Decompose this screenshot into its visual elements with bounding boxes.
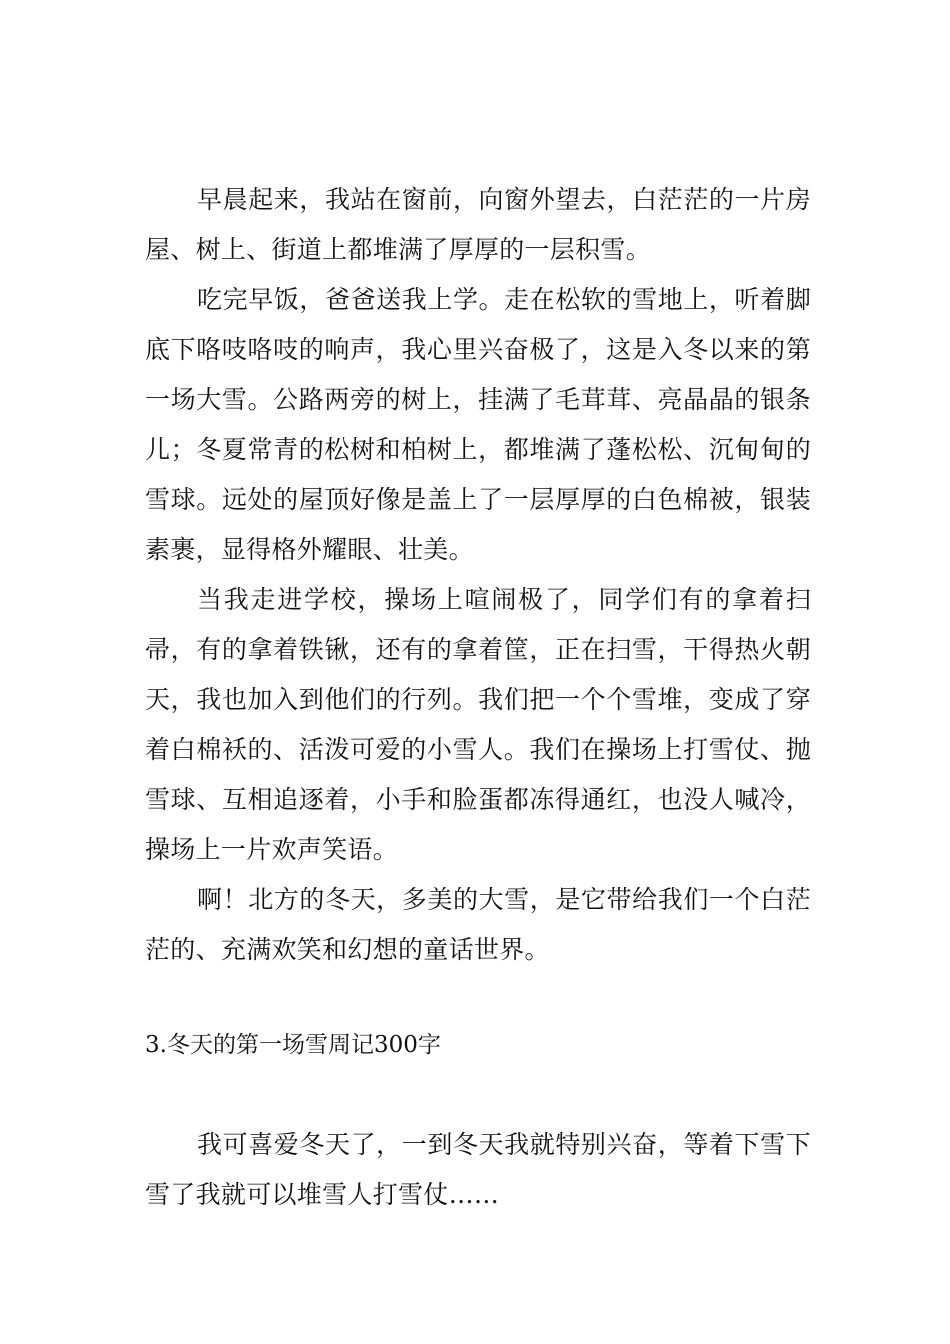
section-heading: 3.冬天的第一场雪周记300字 — [145, 1032, 441, 1058]
paragraph: 当我走进学校，操场上喧闹极了，同学们有的拿着扫帚，有的拿着铁锹，还有的拿着筐，正在扫雪，干得热火朝天，我也加入到他们的行列。我们把一个个雪堆，变成了穿着白棉袄的、活泼可爱的小雪人。我们在操场上打雪仗、抛雪球、互相追逐着，小手和脸蛋都冻得通红，也没人喊冷，操场上一片欢声笑语。 — [145, 585, 811, 864]
paragraph: 啊！北方的冬天，多美的大雪，是它带给我们一个白茫茫的、充满欢笑和幻想的童话世界。 — [145, 885, 811, 964]
paragraph: 吃完早饭，爸爸送我上学。走在松软的雪地上，听着脚底下咯吱咯吱的响声，我心里兴奋极了，这是入冬以来的第一场大雪。公路两旁的树上，挂满了毛茸茸、亮晶晶的银条儿；冬夏常青的松树和柏树上，都堆满了蓬松松、沉甸甸的雪球。远处的屋顶好像是盖上了一层厚厚的白色棉被，银装素裹，显得格外耀眼、壮美。 — [145, 285, 811, 564]
paragraph: 早晨起来，我站在窗前，向窗外望去，白茫茫的一片房屋、树上、街道上都堆满了厚厚的一层积雪。 — [145, 185, 811, 264]
paragraph: 我可喜爱冬天了，一到冬天我就特别兴奋，等着下雪下雪了我就可以堆雪人打雪仗…… — [145, 1130, 811, 1209]
